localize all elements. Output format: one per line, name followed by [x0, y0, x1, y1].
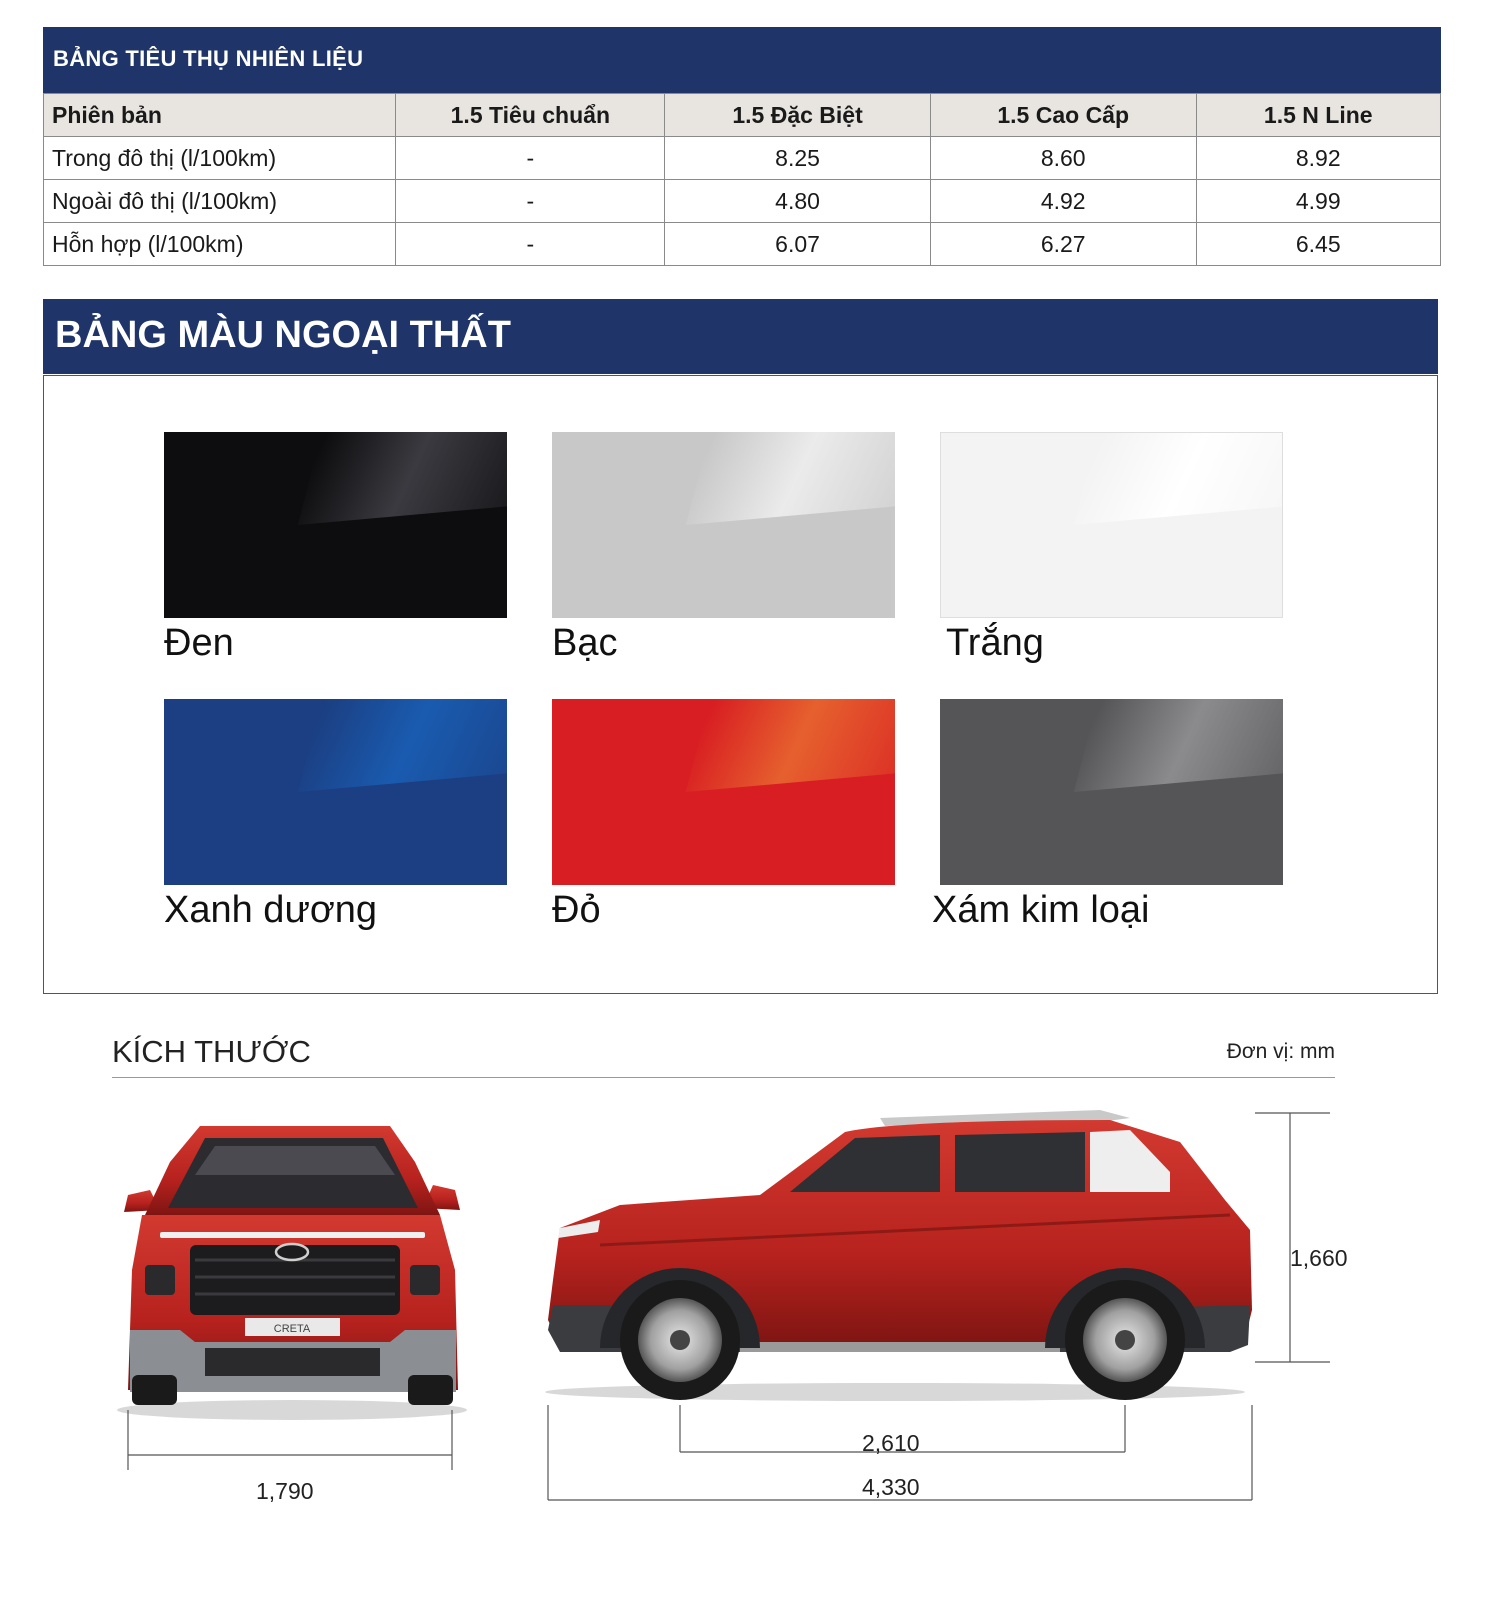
table-cell: 8.25	[665, 137, 931, 180]
table-cell: 6.27	[930, 223, 1196, 266]
color-swatch-red	[552, 699, 895, 885]
color-label-blue: Xanh dương	[164, 889, 378, 931]
car-dimension-svg	[0, 1080, 1487, 1600]
row-label: Hỗn hợp (l/100km)	[44, 223, 396, 266]
dimension-drawings	[0, 1080, 1487, 1600]
color-swatch-silver	[552, 432, 895, 618]
table-row	[44, 137, 1441, 180]
header-premium: 1.5 Cao Cấp	[930, 94, 1196, 137]
color-swatch-white	[940, 432, 1283, 618]
header-special: 1.5 Đặc Biệt	[665, 94, 931, 137]
dimensions-divider	[112, 1077, 1335, 1078]
dimension-wheelbase: 2,610	[862, 1430, 920, 1456]
table-cell: 6.45	[1196, 223, 1440, 266]
fuel-table-grid	[43, 93, 1441, 266]
table-cell: -	[396, 180, 665, 223]
dimension-length: 4,330	[862, 1474, 920, 1500]
color-label-gray-metallic: Xám kim loại	[932, 889, 1150, 931]
color-swatch-blue	[164, 699, 507, 885]
table-cell: 8.92	[1196, 137, 1440, 180]
exterior-colors-panel	[43, 375, 1438, 994]
color-swatch-black	[164, 432, 507, 618]
row-label: Trong đô thị (l/100km)	[44, 137, 396, 180]
header-version: Phiên bản	[44, 94, 396, 137]
color-label-white: Trắng	[946, 622, 1044, 664]
fuel-consumption-table	[43, 27, 1441, 266]
header-standard: 1.5 Tiêu chuẩn	[396, 94, 665, 137]
table-cell: -	[396, 137, 665, 180]
color-swatch-gray-metallic	[940, 699, 1283, 885]
header-n-line: 1.5 N Line	[1196, 94, 1440, 137]
table-row	[44, 180, 1441, 223]
fuel-table-title: BẢNG TIÊU THỤ NHIÊN LIỆU	[43, 27, 1441, 93]
dimension-height: 1,660	[1290, 1245, 1348, 1271]
car-side-view	[545, 1110, 1252, 1401]
car-front-view	[117, 1126, 467, 1420]
dimensions-title: KÍCH THƯỚC	[112, 1034, 311, 1069]
dimensions-unit: Đơn vị: mm	[1226, 1040, 1335, 1063]
color-label-silver: Bạc	[552, 622, 618, 664]
table-cell: 4.80	[665, 180, 931, 223]
color-label-red: Đỏ	[552, 889, 601, 931]
row-label: Ngoài đô thị (l/100km)	[44, 180, 396, 223]
table-cell: 8.60	[930, 137, 1196, 180]
table-row	[44, 223, 1441, 266]
color-label-black: Đen	[164, 622, 234, 664]
table-cell: -	[396, 223, 665, 266]
table-cell: 6.07	[665, 223, 931, 266]
exterior-colors-title: BẢNG MÀU NGOẠI THẤT	[43, 299, 1438, 374]
table-cell: 4.92	[930, 180, 1196, 223]
svg-text:CRETA: CRETA	[273, 1323, 311, 1335]
dimension-width: 1,790	[256, 1478, 314, 1504]
table-cell: 4.99	[1196, 180, 1440, 223]
fuel-table-header-row	[44, 94, 1441, 137]
